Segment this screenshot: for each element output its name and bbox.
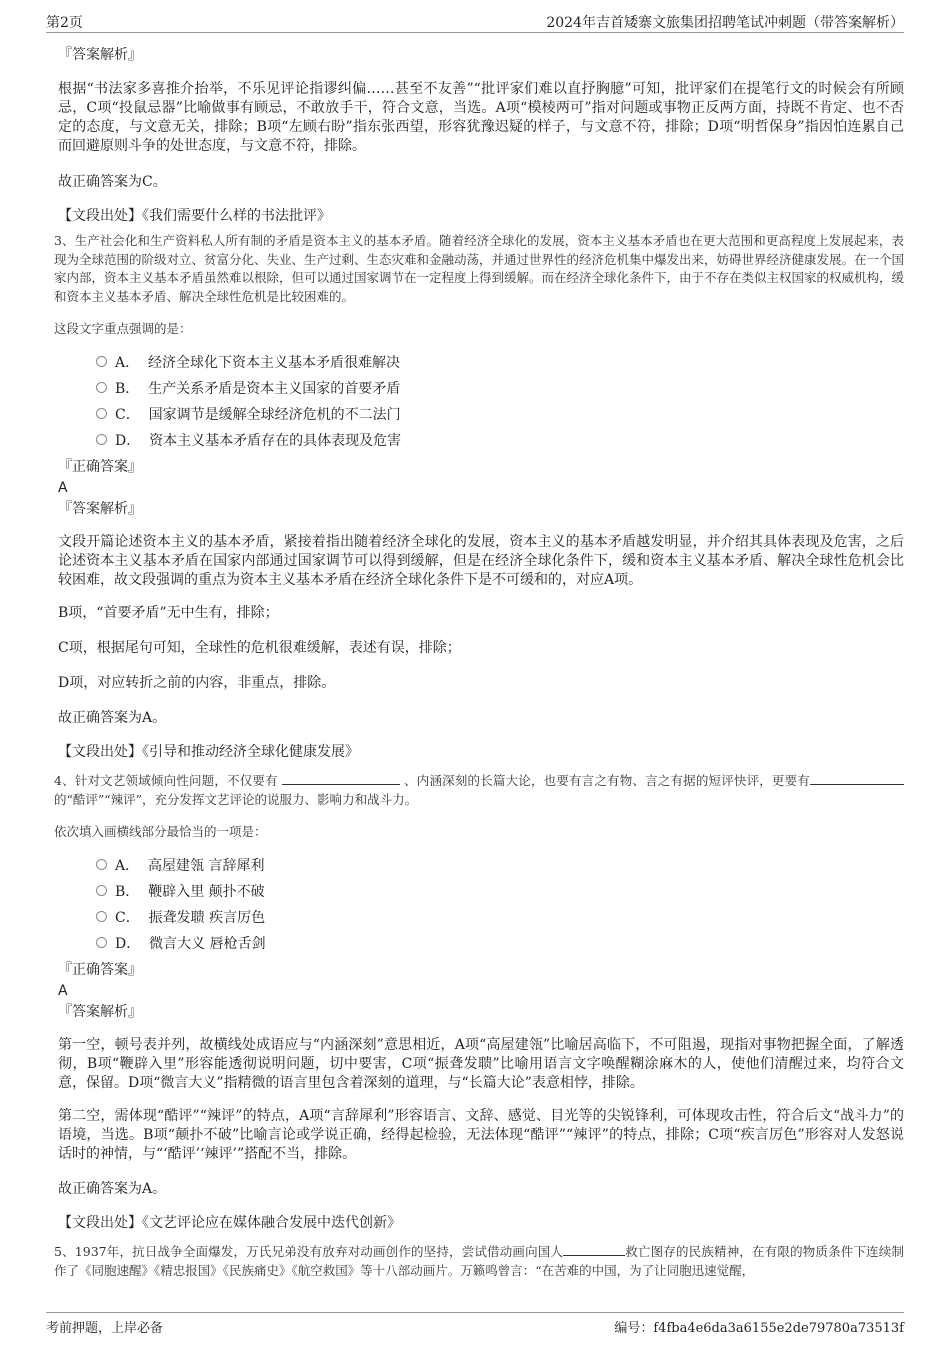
option-c[interactable]: [96, 402, 904, 428]
conclusion-text: 故正确答案为C。: [58, 174, 167, 190]
conclusion-text: 故正确答案为A。: [58, 710, 167, 726]
question-4-prompt: 依次填入画横线部分最恰当的一项是：: [54, 824, 267, 839]
analysis-text: 根据“书法家多喜推介抬举，不乐见评论指谬纠偏……甚至不友善”“批评家们难以直抒胸臆”可知，批评家们在提笔行文的时候会有所顾忌，C项“投鼠忌器”比喻做事有顾忌，不敢放手干，符合文意，当选。A项“模棱两可”指对问题或事物正反两方面，持既不肯定、也不否定的态度，与文意无关，排除；B项“左顾右盼”指东张西望，形容犹豫迟疑的样子，与文意不符，排除；D项“明哲保身”指因怕连累自己而回避原则斗争的处世态度，与文意不符，排除。: [58, 81, 904, 154]
radio-icon[interactable]: [96, 356, 107, 367]
option-letter: A．: [115, 355, 140, 371]
correct-answer-label: 『正确答案』: [58, 962, 142, 978]
analysis-text: C项，根据尾句可知，全球性的危机很难缓解，表述有误，排除；: [58, 640, 461, 656]
option-text: 资本主义基本矛盾存在的具体表现及危害: [149, 433, 402, 449]
fill-blank: [563, 1244, 625, 1256]
question-4-stem: [54, 772, 904, 809]
analysis-label: 『答案解析』: [58, 47, 142, 63]
option-text: 鞭辟入里 颠扑不破: [148, 884, 265, 900]
option-d[interactable]: [96, 428, 904, 454]
option-letter: A．: [115, 858, 140, 874]
question-5-stem: [54, 1243, 904, 1280]
analysis-text: 文段开篇论述资本主义的基本矛盾，紧接着指出随着经济全球化的发展，资本主义的基本矛盾越发明显，并介绍其具体表现及危害，之后论述资本主义基本矛盾在国家内部通过国家调节可以得到缓解，但是在经济全球化条件下，缓和资本主义基本矛盾、解决全球性危机会比较困难，故文段强调的重点为资本主义基本矛盾在经济全球化条件下是不可缓和的，对应A项。: [58, 534, 904, 588]
option-text: 经济全球化下资本主义基本矛盾很难解决: [148, 355, 401, 371]
question-3-prompt: 这段文字重点强调的是：: [54, 321, 192, 336]
option-b[interactable]: [96, 879, 904, 905]
option-letter: D．: [115, 433, 141, 449]
option-letter: C．: [115, 910, 140, 926]
stem-text: 的“酷评”“辣评”，充分发挥文艺评论的说服力、影响力和战斗力。: [54, 791, 418, 807]
radio-icon[interactable]: [96, 434, 107, 445]
option-a[interactable]: [96, 853, 904, 879]
option-c[interactable]: [96, 905, 904, 931]
question-3-options: [96, 350, 904, 454]
page-footer: [46, 1312, 904, 1337]
fill-blank: [810, 773, 904, 785]
correct-answer-label: 『正确答案』: [58, 459, 142, 475]
radio-icon[interactable]: [96, 885, 107, 896]
footer-slogan: 考前押题，上岸必备: [46, 1321, 164, 1336]
option-text: 国家调节是缓解全球经济危机的不二法门: [148, 407, 401, 423]
document-id: 编号：f4fba4e6da3a6155e2de79780a73513f: [614, 1321, 904, 1336]
source-citation: 【文段出处】《文艺评论应在媒体融合发展中迭代创新》: [58, 1215, 401, 1231]
analysis-label: 『答案解析』: [58, 501, 142, 517]
analysis-text: 第二空，需体现“酷评”“辣评”的特点，A项“言辞犀利”形容语言、文辞、感觉、目光等的尖锐锋利，可体现攻击性，符合后文“战斗力”的语境，当选。B项“颠扑不破”比喻言论或学说正确，经得起检验，无法体现“酷评”“辣评”的特点，排除；C项“疾言厉色”形容对人发怒说话时的神情，与“‘酷评’‘辣评’”搭配不当，排除。: [58, 1108, 904, 1162]
radio-icon[interactable]: [96, 859, 107, 870]
option-letter: B．: [115, 381, 140, 397]
conclusion-text: 故正确答案为A。: [58, 1181, 167, 1197]
radio-icon[interactable]: [96, 408, 107, 419]
question-4-options: [96, 853, 904, 957]
document-title: 2024年吉首矮寨文旅集团招聘笔试冲刺题（带答案解析）: [546, 15, 904, 31]
stem-text: 救亡图存的民族精神，在有限的物质条件下连续制作了《同胞速醒》《精忠报国》《民族痛史》《航空救国》等十八部动画片。万籁鸣曾言：“在苦难的中国，为了让同胞迅速觉醒，: [54, 1244, 904, 1278]
option-text: 高屋建瓴 言辞犀利: [148, 858, 265, 874]
radio-icon[interactable]: [96, 382, 107, 393]
option-letter: B．: [115, 884, 140, 900]
option-text: 振聋发聩 疾言厉色: [148, 910, 266, 926]
stem-text: 5、1937年，抗日战争全面爆发，万氏兄弟没有放弃对动画创作的坚持，尝试借动画向国人: [54, 1244, 564, 1259]
correct-answer-value: A: [58, 480, 68, 496]
analysis-text: B项，“首要矛盾”无中生有，排除；: [58, 605, 279, 621]
radio-icon[interactable]: [96, 911, 107, 922]
page-number: 第2页: [46, 15, 83, 31]
radio-icon[interactable]: [96, 937, 107, 948]
fill-blank: [282, 773, 400, 785]
option-d[interactable]: [96, 931, 904, 957]
stem-text: 、内涵深刻的长篇大论，也要有言之有物、言之有据的短评快评，更要有: [404, 773, 810, 788]
page-content: [46, 44, 904, 1280]
correct-answer-value: A: [58, 983, 68, 999]
analysis-text: D项，对应转折之前的内容，非重点，排除。: [58, 675, 336, 691]
source-citation: 【文段出处】《引导和推动经济全球化健康发展》: [58, 744, 359, 760]
page-header: [46, 12, 904, 33]
source-citation: 【文段出处】《我们需要什么样的书法批评》: [58, 208, 331, 224]
option-letter: C．: [115, 407, 140, 423]
analysis-label: 『答案解析』: [58, 1004, 142, 1020]
option-text: 生产关系矛盾是资本主义国家的首要矛盾: [148, 381, 401, 397]
option-a[interactable]: [96, 350, 904, 376]
stem-text: 4、针对文艺领域倾向性问题，不仅要有: [54, 773, 278, 788]
option-text: 微言大义 唇枪舌剑: [149, 936, 266, 952]
question-3-stem: 3、生产社会化和生产资料私人所有制的矛盾是资本主义的基本矛盾。随着经济全球化的发展，资本主义基本矛盾也在更大范围和更高程度上发展起来，表现为全球范围的阶级对立、贫富分化、失业、生产过剩、生态灾难和金融动荡，并通过世界性的经济危机集中爆发出来，妨碍世界经济健康发展。在一个国家内部，资本主义基本矛盾虽然难以根除，但可以通过国家调节在一定程度上得到缓解。而在经济全球化条件下，由于不存在类似主权国家的权威机构，缓和资本主义基本矛盾、解决全球性危机是比较困难的。: [54, 233, 905, 304]
analysis-text: 第一空，顿号表并列，故横线处成语应与“内涵深刻”意思相近，A项“高屋建瓴”比喻居高临下，不可阻遏，现指对事物把握全面，了解透彻，B项“鞭辟入里”形容能透彻说明问题，切中要害，C项“振聋发聩”比喻用语言文字唤醒糊涂麻木的人，使他们清醒过来，均符合文意，保留。D项“微言大义”指精微的语言里包含着深刻的道理，与“长篇大论”表意相悖，排除。: [58, 1037, 904, 1091]
option-letter: D．: [115, 936, 141, 952]
option-b[interactable]: [96, 376, 904, 402]
